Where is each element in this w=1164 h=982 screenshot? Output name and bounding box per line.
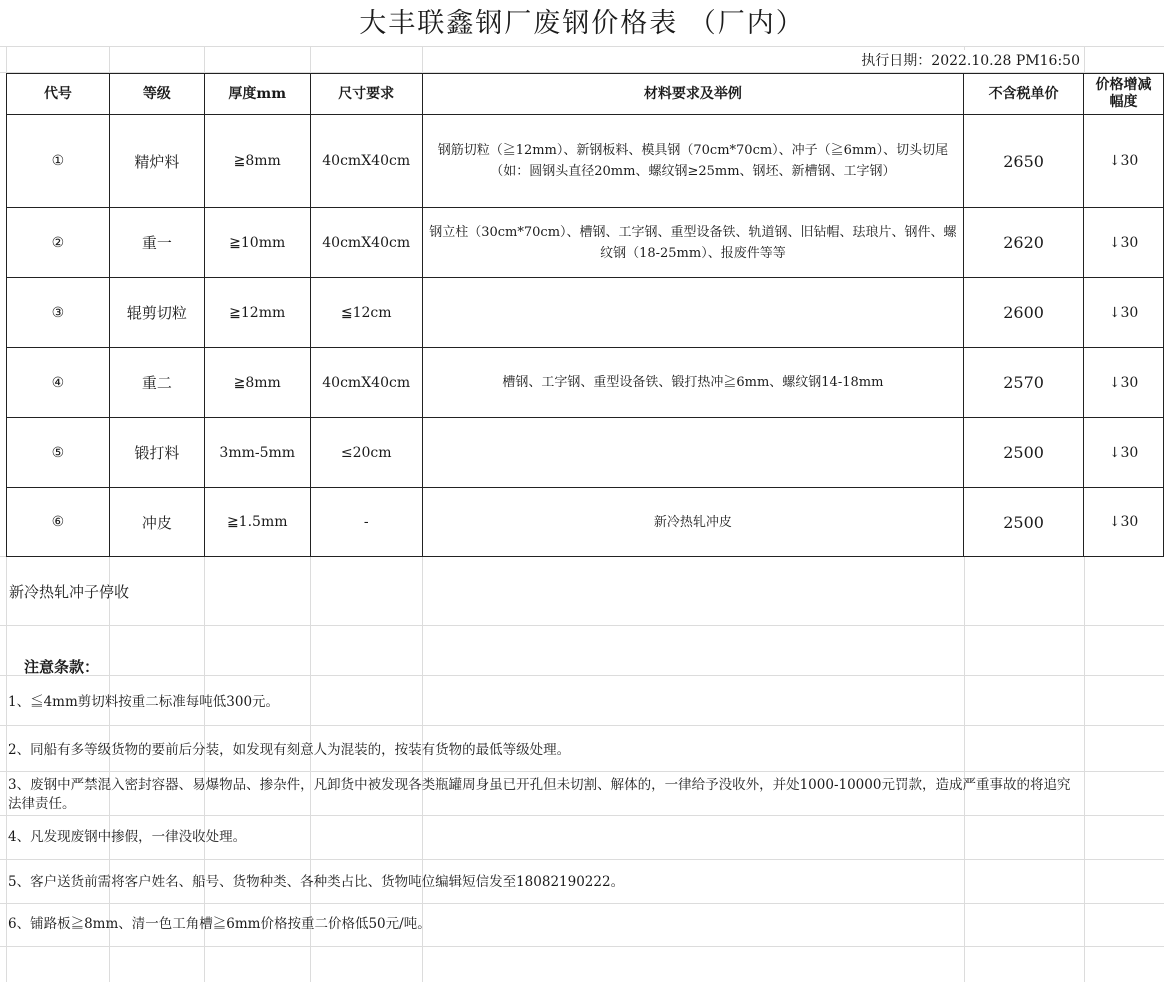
clause-item: 3、废钢中严禁混入密封容器、易爆物品、掺杂件，凡卸货中被发现各类瓶罐周身虽已开孔但未切割、解体的，一律给予没收外，并处1000-10000元罚款，造成严重事故的将追究法律责任。 [8, 777, 1071, 812]
cell-price: 2620 [964, 208, 1084, 278]
cell-price: 2500 [964, 418, 1084, 488]
clause-item: 5、客户送货前需将客户姓名、船号、货物种类、各种类占比、货物吨位编辑短信发至18082190222。 [8, 874, 625, 890]
cell-code: ⑤ [7, 418, 110, 488]
cell-change: ↓30 [1084, 348, 1164, 418]
cell-code: ③ [7, 278, 110, 348]
table-header-row [7, 74, 1164, 115]
cell-material: 钢立柱（30cm*70cm）、槽钢、工字钢、重型设备铁、轨道钢、旧钻帽、珐琅片、钢件、螺纹钢（18-25mm）、报废件等等 [422, 208, 963, 278]
cell-size: 40cmX40cm [310, 208, 422, 278]
header-code: 代号 [7, 74, 110, 115]
execution-date: 执行日期：2022.10.28 PM16:50 [780, 50, 1080, 72]
cell-price: 2500 [964, 488, 1084, 557]
cell-change: ↓30 [1084, 208, 1164, 278]
cell-material: 新冷热轧冲皮 [422, 488, 963, 557]
clauses-title: 注意条款： [24, 658, 100, 676]
table-row [7, 115, 1164, 208]
cell-change: ↓30 [1084, 278, 1164, 348]
cell-size: 40cmX40cm [310, 115, 422, 208]
cell-thickness: ≧12mm [204, 278, 310, 348]
header-size: 尺寸要求 [310, 74, 422, 115]
cell-price: 2570 [964, 348, 1084, 418]
table-row [7, 348, 1164, 418]
cell-grade: 重二 [109, 348, 204, 418]
clause-item: 2、同船有多等级货物的要前后分装，如发现有刻意人为混装的，按装有货物的最低等级处理。 [8, 742, 571, 758]
cell-grade: 精炉料 [109, 115, 204, 208]
cell-grade: 重一 [109, 208, 204, 278]
header-change: 价格增减 幅度 [1084, 74, 1164, 115]
cell-change: ↓30 [1084, 115, 1164, 208]
cell-grade: 辊剪切粒 [109, 278, 204, 348]
cell-size: 40cmX40cm [310, 348, 422, 418]
cell-material [422, 278, 963, 348]
cell-thickness: 3mm-5mm [204, 418, 310, 488]
header-material: 材料要求及举例 [422, 74, 963, 115]
cell-code: ② [7, 208, 110, 278]
cell-code: ① [7, 115, 110, 208]
cell-size: ≤20cm [310, 418, 422, 488]
cell-thickness: ≧10mm [204, 208, 310, 278]
cell-price: 2600 [964, 278, 1084, 348]
cell-grade: 冲皮 [109, 488, 204, 557]
cell-thickness: ≧8mm [204, 348, 310, 418]
clause-item: 4、凡发现废钢中掺假，一律没收处理。 [8, 829, 247, 845]
cell-material [422, 418, 963, 488]
header-price: 不含税单价 [964, 74, 1084, 115]
cell-price: 2650 [964, 115, 1084, 208]
cell-code: ④ [7, 348, 110, 418]
stop-notice: 新冷热轧冲子停收 [9, 583, 130, 601]
cell-material: 钢筋切粒（≧12mm）、新钢板料、模具钢（70cm*70cm）、冲子（≧6mm）、切头切尾（如：圆钢头直径20mm、螺纹钢≥25mm、钢坯、新槽钢、工字钢） [422, 115, 963, 208]
header-grade: 等级 [109, 74, 204, 115]
table-row [7, 278, 1164, 348]
table-row [7, 208, 1164, 278]
table-row [7, 488, 1164, 557]
cell-size: ≦12cm [310, 278, 422, 348]
cell-material: 槽钢、工字钢、重型设备铁、锻打热冲≧6mm、螺纹钢14-18mm [422, 348, 963, 418]
cell-size: - [310, 488, 422, 557]
page-title: 大丰联鑫钢厂废钢价格表 （厂内） [0, 0, 1164, 46]
cell-thickness: ≧8mm [204, 115, 310, 208]
cell-code: ⑥ [7, 488, 110, 557]
cell-change: ↓30 [1084, 418, 1164, 488]
clause-item: 1、≦4mm剪切料按重二标准每吨低300元。 [8, 694, 280, 710]
clause-item: 6、铺路板≧8mm、清一色工角槽≧6mm价格按重二价格低50元/吨。 [8, 916, 431, 932]
table-row [7, 418, 1164, 488]
header-thickness: 厚度mm [204, 74, 310, 115]
cell-thickness: ≧1.5mm [204, 488, 310, 557]
price-table [6, 73, 1164, 557]
cell-change: ↓30 [1084, 488, 1164, 557]
cell-grade: 锻打料 [109, 418, 204, 488]
